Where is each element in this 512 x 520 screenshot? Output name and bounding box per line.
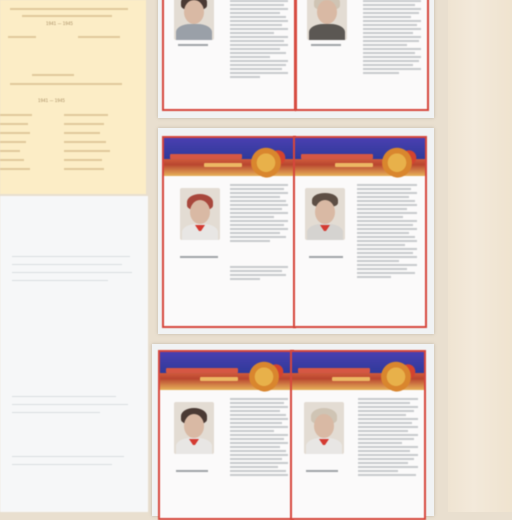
sheet-list-line <box>64 141 106 143</box>
sheet-list-line <box>0 159 24 161</box>
sheet-list-line <box>64 123 104 125</box>
sheet-list-line <box>64 150 110 152</box>
banner-years-strip <box>332 377 370 381</box>
portrait-face <box>184 0 204 24</box>
banner-title-strip <box>170 154 242 159</box>
flower-bouquet-icon <box>250 144 290 178</box>
notice-text-line <box>12 396 116 397</box>
portrait-face <box>317 0 337 24</box>
banner-years-strip <box>200 377 238 381</box>
portrait-card <box>290 350 426 520</box>
portrait-caption-line <box>176 470 208 472</box>
sheet-section-years: 1941 — 1945 <box>38 98 65 103</box>
sheet-heading-line <box>10 8 128 10</box>
card-banner <box>292 352 424 390</box>
sheet-list-line <box>64 159 102 161</box>
portrait-torso <box>309 24 345 40</box>
flower-bouquet-icon <box>380 358 420 392</box>
card-banner <box>164 138 294 176</box>
sheet-list-line <box>0 141 26 143</box>
sheet-list-line <box>0 132 30 134</box>
card-banner <box>160 352 292 390</box>
portrait-caption-line <box>309 256 343 258</box>
banner-title-strip <box>166 368 238 373</box>
notice-text-line <box>12 256 130 257</box>
portrait-photo <box>174 402 214 454</box>
notice-text-line <box>12 280 108 281</box>
banner-years-strip <box>335 163 373 167</box>
biography-text <box>363 0 423 76</box>
wall-background <box>448 0 512 512</box>
flower-bouquet-icon <box>248 358 288 392</box>
sheet-list-line <box>0 114 32 116</box>
notice-text-line <box>12 464 112 465</box>
card-banner <box>295 138 425 176</box>
sheet-list-line <box>64 168 104 170</box>
sheet-list-line <box>0 168 30 170</box>
yellow-info-sheet <box>0 0 146 194</box>
portrait-photo <box>174 0 214 40</box>
portrait-caption-line <box>178 44 208 46</box>
portrait-card <box>162 0 296 111</box>
portrait-torso <box>176 24 212 40</box>
notice-text-line <box>12 264 122 265</box>
portrait-photo <box>307 0 347 40</box>
sheet-text-line <box>32 74 74 76</box>
flower-bouquet-icon <box>381 144 421 178</box>
portrait-face <box>314 414 334 438</box>
portrait-photo <box>305 188 345 240</box>
sheet-list-line <box>0 150 20 152</box>
white-notice-sheet <box>0 196 148 512</box>
sheet-list-line <box>64 114 108 116</box>
banner-title-strip <box>301 154 373 159</box>
notice-text-line <box>12 404 128 405</box>
portrait-caption-line <box>306 470 338 472</box>
biography-text <box>230 398 290 478</box>
portrait-card <box>293 136 427 328</box>
sheet-text-line <box>8 36 36 38</box>
biography-text <box>230 0 290 80</box>
sheet-list-line <box>0 123 28 125</box>
portrait-photo <box>180 188 220 240</box>
portrait-card <box>162 136 296 328</box>
portrait-caption-line <box>180 256 218 258</box>
sheet-text-line <box>10 83 122 85</box>
biography-text <box>358 398 420 478</box>
notice-text-line <box>12 456 124 457</box>
banner-years-strip <box>204 163 242 167</box>
biography-text <box>230 184 290 244</box>
biography-text <box>230 266 290 282</box>
notice-text-line <box>12 272 132 273</box>
sheet-list-line <box>64 132 100 134</box>
portrait-card <box>158 350 294 520</box>
banner-title-strip <box>298 368 370 373</box>
portrait-face <box>184 414 204 438</box>
portrait-caption-line <box>311 44 341 46</box>
portrait-face <box>315 200 335 224</box>
portrait-photo <box>304 402 344 454</box>
portrait-card <box>295 0 429 111</box>
notice-text-line <box>12 412 100 413</box>
portrait-face <box>190 200 210 224</box>
biography-text <box>357 184 419 280</box>
sheet-text-line <box>78 36 120 38</box>
sheet-heading-line <box>22 15 112 17</box>
sheet-years-label: 1941 — 1945 <box>46 21 73 26</box>
